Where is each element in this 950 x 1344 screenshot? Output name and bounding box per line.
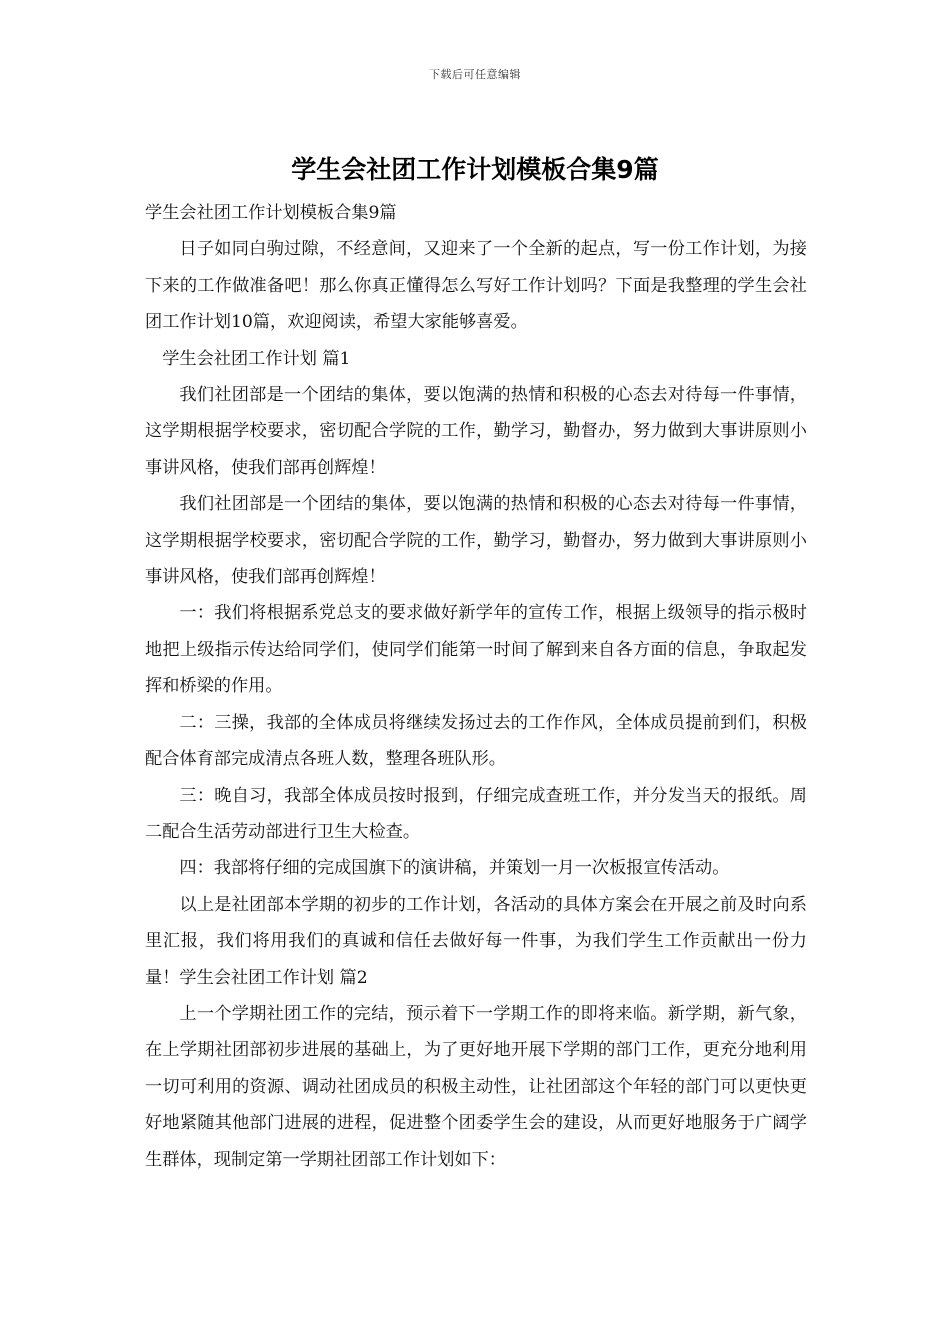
plan-item-2: 二：三操，我部的全体成员将继续发扬过去的工作作风，全体成员提前到们，积极配合体育部完成清点各班人数，整理各班队形。 [145,712,807,770]
intro-paragraph: 日子如同白驹过隙，不经意间，又迎来了一个全新的起点，写一份工作计划，为接下来的工作做准备吧！那么你真正懂得怎么写好工作计划吗？下面是我整理的学生会社团工作计划10篇，欢迎阅读，希望大家能够喜爱。 [145,239,807,333]
document-title: 学生会社团工作计划模板合集9篇 [291,155,659,184]
plan-item-1: 一：我们将根据系党总支的要求做好新学年的宣传工作，根据上级领导的指示极时地把上级指示传达给同学们，使同学们能第一时间了解到来自各方面的信息，争取起发挥和桥梁的作用。 [145,603,807,697]
document-body [145,195,807,1178]
body-paragraph: 我们社团部是一个团结的集体，要以饱满的热情和积极的心态去对待每一件事情，这学期根据学校要求，密切配合学院的工作，勤学习，勤督办，努力做到大事讲原则小事讲风格，使我们部再创辉煌！ [145,494,807,588]
plan-item-4: 四：我部将仔细的完成国旗下的演讲稿，并策划一月一次板报宣传活动。 [179,858,730,879]
section-heading-1: 学生会社团工作计划 篇1 [162,348,351,369]
body-paragraph: 我们社团部是一个团结的集体，要以饱满的热情和积极的心态去对待每一件事情，这学期根据学校要求，密切配合学院的工作，勤学习，勤督办，努力做到大事讲原则小事讲风格，使我们部再创辉煌！ [145,385,807,478]
subtitle-paragraph: 学生会社团工作计划模板合集9篇 [145,203,397,223]
section-2-paragraph: 上一个学期社团工作的完结，预示着下一学期工作的即将来临。新学期，新气象，在上学期社团部初步进展的基础上，为了更好地开展下学期的部门工作，更充分地利用一切可利用的资源、调动社团成员的积极主动性，让社团部这个年轻的部门可以更快更好地紧随其他部门进展的进程，促进整个团委学生会的建设，从而更好地服务于广阔学生群体，现制定第一学期社团部工作计划如下： [145,1003,807,1170]
summary-paragraph: 以上是社团部本学期的初步的工作计划，各活动的具体方案会在开展之前及时向系里汇报，我们将用我们的真诚和信任去做好每一件事，为我们学生工作贡献出一份力量！学生会社团工作计划 篇2 [145,894,807,988]
header-note: 下载后可任意编辑 [429,68,521,81]
plan-item-3: 三：晚自习，我部全体成员按时报到，仔细完成查班工作，并分发当天的报纸。周二配合生活劳动部进行卫生大检查。 [145,785,807,842]
